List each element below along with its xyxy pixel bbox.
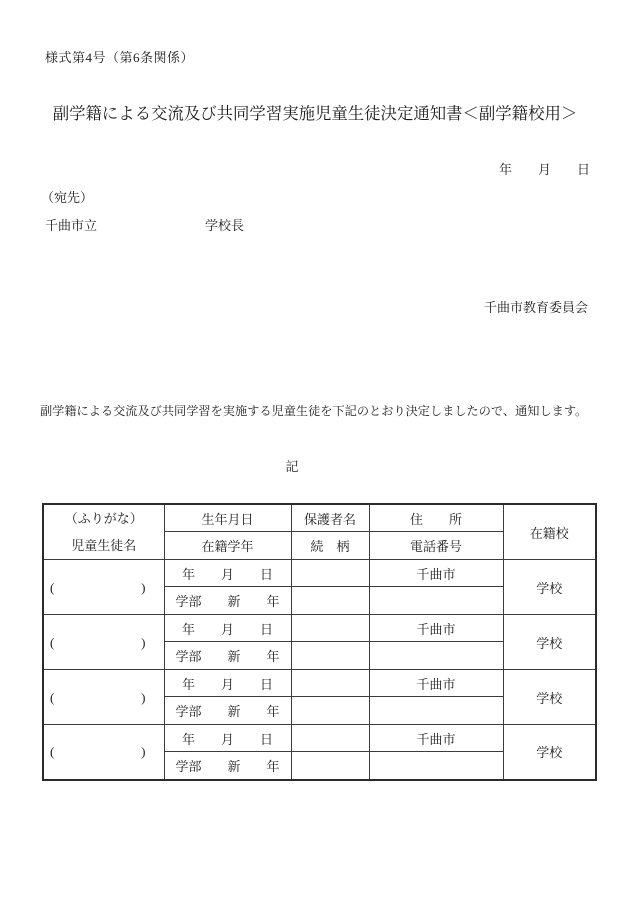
student-table [42, 503, 597, 781]
header-student-name: 児童生徒名 [71, 538, 137, 553]
grade-cell: 学部 新 年 [164, 642, 291, 670]
guardian-cell [291, 560, 369, 587]
section-marker-ki: 記 [285, 459, 299, 474]
address-cell: 千曲市 [369, 560, 503, 587]
addressee-city-prefix: 千曲市立 [45, 218, 98, 233]
phone-cell [369, 587, 503, 615]
header-guardian-name: 保護者名 [291, 504, 369, 532]
school-cell: 学校 [503, 670, 596, 725]
student-name-cell [43, 560, 164, 615]
birth-date-cell: 年 月 日 [164, 725, 291, 752]
header-enrolled-grade: 在籍学年 [164, 532, 291, 560]
issuer-name: 千曲市教育委員会 [483, 300, 588, 315]
birth-date-cell: 年 月 日 [164, 615, 291, 642]
table-row [43, 615, 596, 642]
paren-close: ) [141, 689, 146, 705]
relation-cell [291, 587, 369, 615]
header-furigana: （ふりがな） [64, 511, 143, 526]
birth-date-cell: 年 月 日 [164, 560, 291, 587]
phone-cell [369, 752, 503, 780]
paren-close: ) [141, 634, 146, 650]
grade-cell: 学部 新 年 [164, 587, 291, 615]
addressee-school-suffix: 学校長 [205, 218, 245, 233]
address-cell: 千曲市 [369, 670, 503, 697]
phone-cell [369, 697, 503, 725]
student-name-cell [43, 615, 164, 670]
school-cell: 学校 [503, 615, 596, 670]
relation-cell [291, 752, 369, 780]
header-birth-date: 生年月日 [164, 504, 291, 532]
birth-date-cell: 年 月 日 [164, 670, 291, 697]
paren-close: ) [141, 579, 146, 595]
student-name-cell [43, 670, 164, 725]
paren-open: ( [50, 634, 55, 650]
header-phone: 電話番号 [369, 532, 503, 560]
addressee-label: （宛先） [41, 190, 94, 205]
header-name-cell [43, 504, 164, 560]
relation-cell [291, 697, 369, 725]
notice-body: 副学籍による交流及び共同学習を実施する児童生徒を下記のとおり決定しましたので、通知します。 [40, 404, 588, 418]
paren-open: ( [50, 689, 55, 705]
school-cell: 学校 [503, 725, 596, 780]
address-cell: 千曲市 [369, 615, 503, 642]
header-enrolled-school: 在籍校 [503, 504, 596, 560]
guardian-cell [291, 615, 369, 642]
header-relation: 続 柄 [291, 532, 369, 560]
phone-cell [369, 642, 503, 670]
header-address: 住 所 [369, 504, 503, 532]
table-row [43, 560, 596, 587]
paren-open: ( [50, 744, 55, 760]
document-title: 副学籍による交流及び共同学習実施児童生徒決定通知書＜副学籍校用＞ [52, 104, 578, 123]
school-cell: 学校 [503, 560, 596, 615]
guardian-cell [291, 670, 369, 697]
table-row [43, 670, 596, 697]
table-row [43, 725, 596, 752]
student-name-cell [43, 725, 164, 780]
guardian-cell [291, 725, 369, 752]
table-header-row-top [43, 504, 596, 532]
date-line: 年 月 日 [498, 162, 590, 177]
relation-cell [291, 642, 369, 670]
grade-cell: 学部 新 年 [164, 752, 291, 780]
address-cell: 千曲市 [369, 725, 503, 752]
form-number: 様式第4号（第6条関係） [45, 50, 195, 65]
grade-cell: 学部 新 年 [164, 697, 291, 725]
paren-close: ) [141, 744, 146, 760]
paren-open: ( [50, 579, 55, 595]
